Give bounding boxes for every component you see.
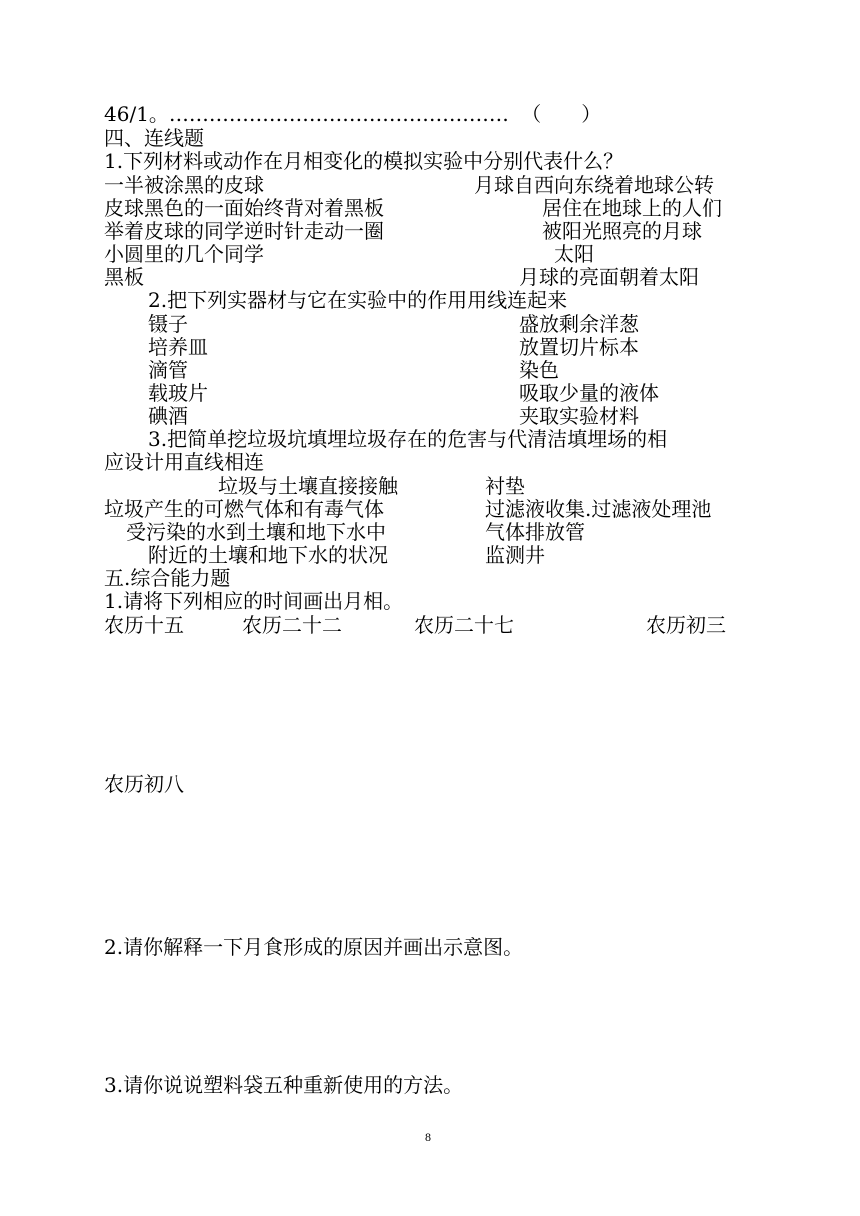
- section-4-title: 四、连线题: [104, 126, 204, 150]
- lunar-date-label: 农历十五: [104, 613, 184, 637]
- q2-right-item: 吸取少量的液体: [519, 381, 659, 405]
- q1-right-item: 被阳光照亮的月球: [542, 219, 702, 243]
- q3-left-item: 垃圾与土壤直接接触: [218, 474, 398, 498]
- q1-right-item: 太阳: [554, 242, 594, 266]
- q2-left-item: 培养皿: [148, 335, 208, 359]
- q2-left-item: 滴管: [148, 358, 188, 382]
- q2-right-item: 夹取实验材料: [519, 404, 639, 428]
- q1-prompt: 1.下列材料或动作在月相变化的模拟实验中分别代表什么？: [104, 149, 624, 173]
- q1-left-item: 黑板: [104, 265, 144, 289]
- q2-left-item: 载玻片: [148, 381, 208, 405]
- q3-prompt-line-1: 3.把简单挖垃圾坑填埋垃圾存在的危害与代清洁填埋场的相: [148, 427, 668, 451]
- q3-right-item: 监测井: [485, 543, 545, 567]
- lunar-date-label: 农历二十七: [414, 613, 514, 637]
- q3-right-item: 衬垫: [485, 474, 525, 498]
- lunar-date-label: 农历二十二: [242, 613, 342, 637]
- q1-right-item: 居住在地球上的人们: [542, 196, 722, 220]
- q3-prompt-line-2: 应设计用直线相连: [104, 450, 264, 474]
- q3-left-item: 垃圾产生的可燃气体和有毒气体: [104, 497, 384, 521]
- q2-right-item: 染色: [519, 358, 559, 382]
- q2-left-item: 碘酒: [148, 404, 188, 428]
- q2-left-item: 镊子: [148, 312, 188, 336]
- answer-blank: （ ）: [521, 102, 602, 126]
- q2-right-item: 盛放剩余洋葱: [519, 312, 639, 336]
- q3-right-item: 气体排放管: [485, 520, 585, 544]
- s5-q2-prompt: 2.请你解释一下月食形成的原因并画出示意图。: [104, 935, 524, 959]
- q1-left-item: 皮球黑色的一面始终背对着黑板: [104, 196, 384, 220]
- previous-question-line: [104, 103, 601, 126]
- q2-right-item: 放置切片标本: [519, 335, 639, 359]
- q1-right-item: 月球的亮面朝着太阳: [519, 265, 699, 289]
- q3-left-item: 受污染的水到土壤和地下水中: [126, 520, 386, 544]
- q2-prompt: 2.把下列实器材与它在实验中的作用用线连起来: [148, 288, 568, 312]
- q1-left-item: 举着皮球的同学逆时针走动一圈: [104, 219, 384, 243]
- q1-left-item: 一半被涂黑的皮球: [104, 173, 264, 197]
- q3-right-item: 过滤液收集.过滤液处理池: [485, 497, 712, 521]
- lunar-date-label: 农历初三: [646, 613, 726, 637]
- s5-q1-prompt: 1.请将下列相应的时间画出月相。: [104, 589, 404, 613]
- previous-question-text: 46/1。……………………………………………: [104, 102, 509, 126]
- lunar-date-label: 农历初八: [104, 772, 184, 796]
- q1-right-item: 月球自西向东绕着地球公转: [474, 173, 714, 197]
- q3-left-item: 附近的土壤和地下水的状况: [148, 543, 388, 567]
- section-5-title: 五.综合能力题: [104, 566, 231, 590]
- s5-q3-prompt: 3.请你说说塑料袋五种重新使用的方法。: [104, 1073, 464, 1097]
- q1-left-item: 小圆里的几个同学: [104, 242, 264, 266]
- page-number: 8: [425, 1130, 431, 1144]
